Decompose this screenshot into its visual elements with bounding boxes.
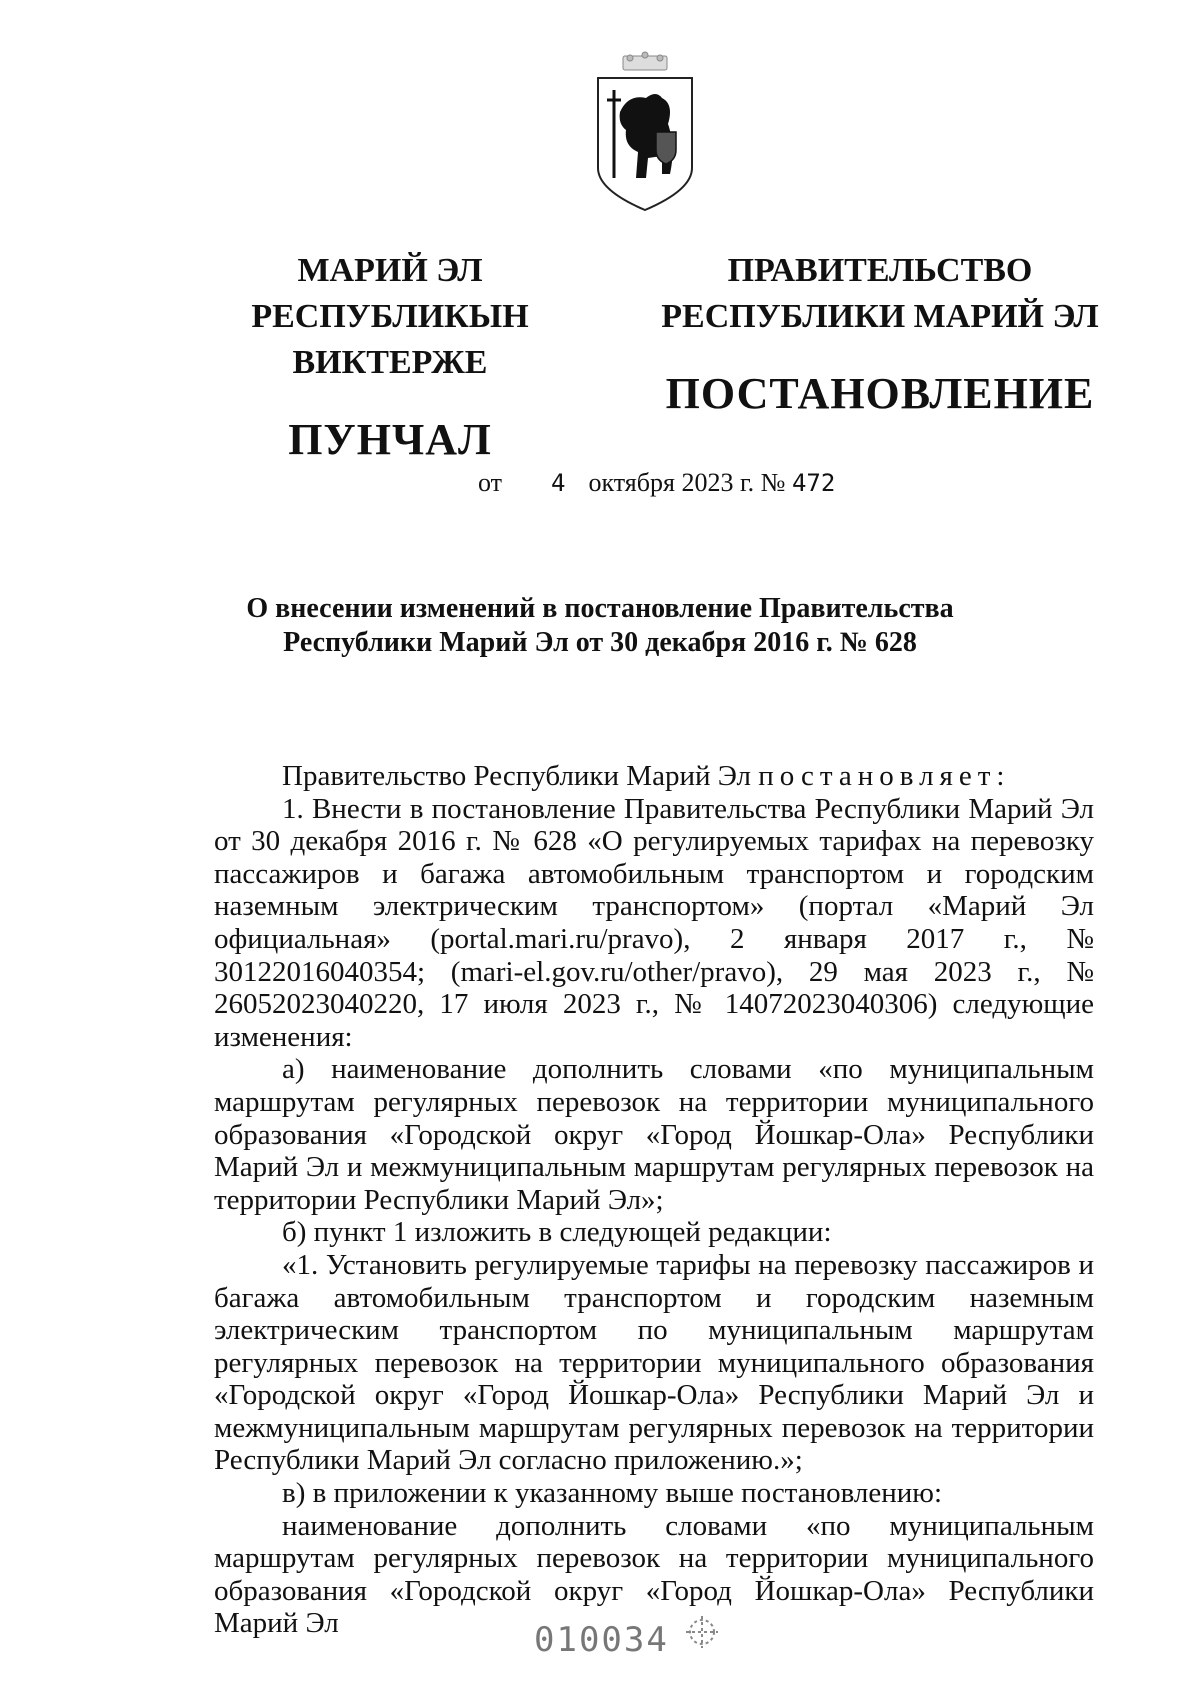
document-number: 472 — [791, 469, 836, 497]
header-right-line1: ПРАВИТЕЛЬСТВО — [727, 252, 1033, 289]
preamble-text: Правительство Республики Марий Эл — [282, 760, 759, 792]
header-right — [660, 248, 1100, 422]
header-left — [160, 248, 620, 468]
document-body — [214, 760, 1094, 1640]
paragraph-item-b: б) пункт 1 изложить в следующей редакции: — [282, 1216, 832, 1249]
header-right-line2: РЕСПУБЛИКИ МАРИЙ ЭЛ — [661, 298, 1099, 335]
paragraph-appendix-name: наименование дополнить словами «по муниципальным маршрутам регулярных перевозок на территории муниципального образования «Городской округ «Город Йошкар-Ола» Республики Марий Эл — [214, 1509, 1094, 1640]
paragraph-preamble — [214, 760, 1094, 793]
serial-stamp: 010034 — [534, 1620, 669, 1660]
header-left-line1: МАРИЙ ЭЛ РЕСПУБЛИКЫН — [251, 252, 529, 335]
header-right-doc-type: ПОСТАНОВЛЕНИЕ — [665, 369, 1095, 418]
date-day: 4 — [551, 469, 566, 497]
title-line1: О внесении изменений в постановление Правительства — [246, 593, 954, 624]
document-title — [200, 592, 1000, 660]
paragraph-item-v: в) в приложении к указанному выше постановлению: — [282, 1477, 943, 1510]
header-left-line2: ВИКТЕРЖЕ — [292, 344, 488, 381]
date-prefix: от — [478, 468, 503, 497]
paragraph-quoted-item-1: «1. Установить регулируемые тарифы на перевозку пассажиров и багажа автомобильным транспортом и городским наземным электрическим транспортом по муниципальным маршрутам регулярных перевозок на территории муниципального образования «Городской округ «Город Йошкар-Ола» Республики Марий Эл и межмуниципальным маршрутам регулярных перевозок на территории Республики Марий Эл согласно приложению.»; — [214, 1248, 1094, 1477]
date-line — [478, 468, 835, 498]
paragraph-item-a: а) наименование дополнить словами «по муниципальным маршрутам регулярных перевозок на территории муниципального образования «Городской округ «Город Йошкар-Ола» Республики Марий Эл и межмуниципальным маршрутам регулярных перевозок на территории Республики Марий Эл»; — [214, 1053, 1094, 1216]
date-month-year: октября 2023 г. № — [588, 468, 786, 497]
preamble-verb: постановляет: — [758, 760, 1011, 792]
stamp-mark-icon — [682, 1612, 722, 1652]
paragraph-item-1: 1. Внести в постановление Правительства Республики Марий Эл от 30 декабря 2016 г. № 628 «О регулируемых тарифах на перевозку пассажиров и багажа автомобильным транспортом и городским наземным электрическим транспортом» (портал «Марий Эл официальная» (portal.mari.ru/pravo), 2 января 2017 г., № 30122016040354; (mari-el.gov.ru/other/pravo), 29 мая 2023 г., № 26052023040220, 17 июля 2023 г., № 14072023040306) следующие изменения: — [214, 792, 1094, 1053]
header-left-doc-type: ПУНЧАЛ — [288, 415, 492, 464]
title-line2: Республики Марий Эл от 30 декабря 2016 г. № 628 — [283, 627, 917, 658]
coat-of-arms-icon — [590, 50, 700, 220]
